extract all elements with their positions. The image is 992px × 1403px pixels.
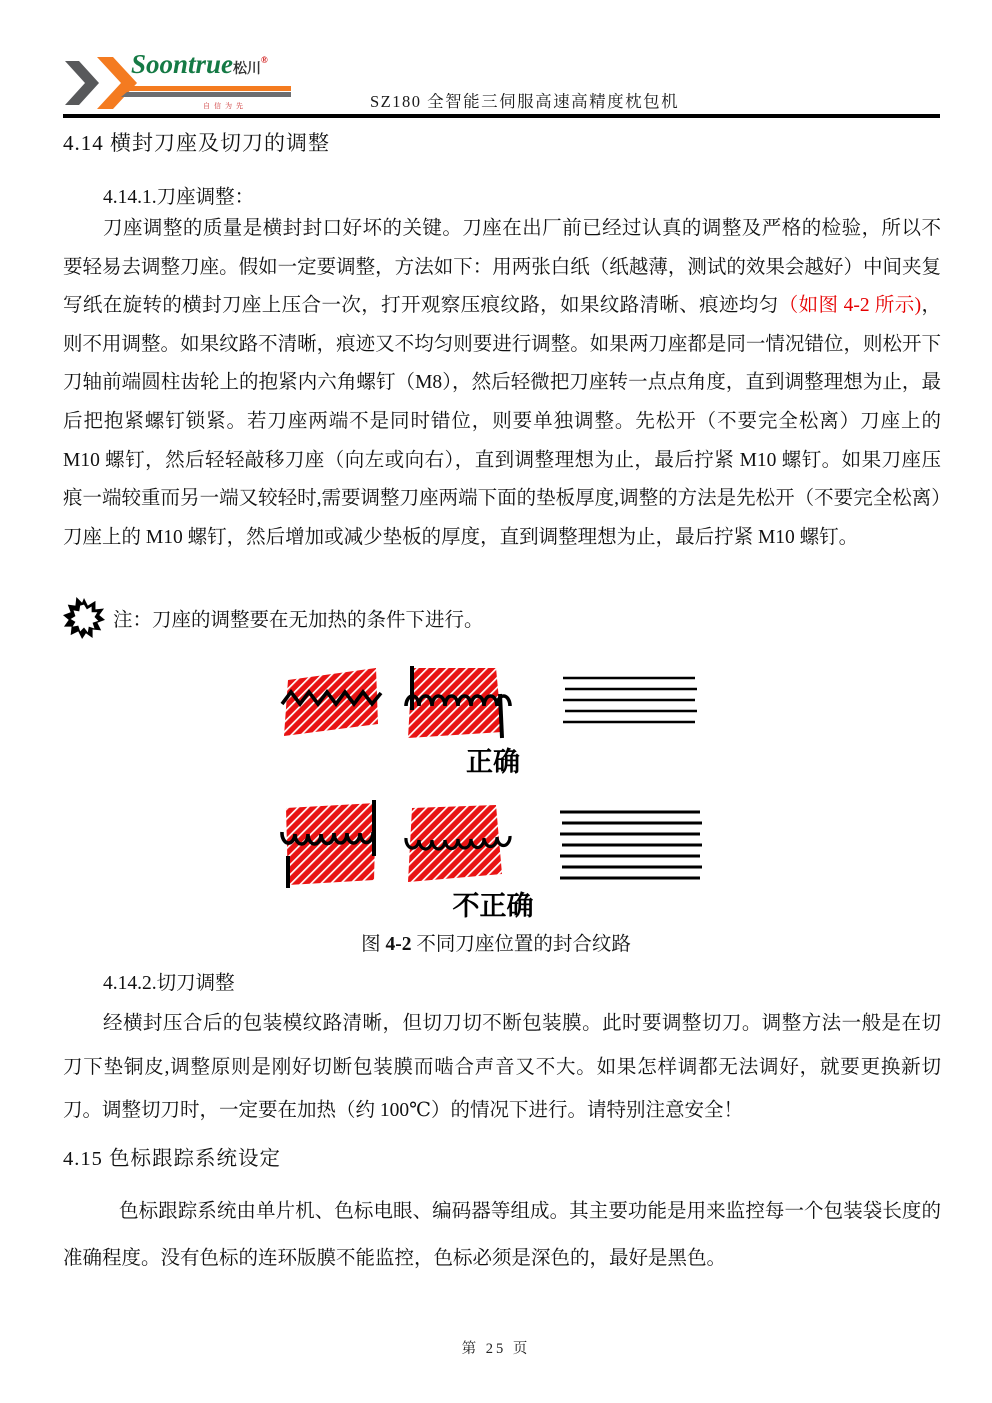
note-text: 注：刀座的调整要在无加热的条件下进行。 (113, 610, 484, 631)
seal-block-correct-right (408, 668, 502, 738)
logo-brand-cn: 松川 (233, 62, 262, 77)
section-414-heading: 4.14 横封刀座及切刀的调整 (63, 131, 330, 155)
section-4142-paragraph: 经横封压合后的包装模纹路清晰，但切刀切不断包装膜。此时要调整切刀。调整方法一般是在切刀下垫铜皮,调整原则是刚好切断包装膜而啮合声音又不大。如果怎样调都无法调好，就要更换新切刀。调整切刀时，一定要在加热（约 100℃）的情况下进行。请特别注意安全！ (63, 1013, 941, 1121)
section-4141-heading: 4.14.1.刀座调整： (103, 187, 255, 208)
figure-label-incorrect: 不正确 (452, 891, 534, 921)
document-title: SZ180 全智能三伺服高速高精度枕包机 (370, 92, 680, 111)
caption-number: 4-2 (385, 934, 412, 955)
soontrue-logo (63, 49, 293, 113)
note-line (63, 597, 941, 639)
edge-bar (500, 694, 502, 738)
page-number: 第 25 页 (461, 1341, 531, 1357)
figure-label-correct: 正确 (466, 747, 520, 777)
para-text-2: ，则不用调整。如果纹路不清晰，痕迹又不均匀则要进行调整。如果两刀座都是同一情况错位，则松开下刀轴前端圆柱齿轮上的抱紧内六角螺钉（M8），然后轻微把刀座转一点点角度，直到调整理想为止，最后把抱紧螺钉锁紧。若刀座两端不是同时错位，则要单独调整。先松开（不要完全松离）刀座上的 M10 螺钉，然后轻轻敲移刀座（向左或向右），直到调整理想为止，最后拧紧 M10 螺钉。如果刀座压痕一端较重而另一端又较轻时,需要调整刀座两端下面的垫板厚度,调整的方法是先松开（不要完全松离）刀座上的 M10 螺钉，然后增加或减少垫板的厚度，直到调整理想为止，最后拧紧 M10 螺钉。 (63, 295, 941, 548)
figure-caption (0, 928, 992, 956)
seal-pattern-correct (563, 678, 697, 722)
logo-registered-mark: ® (261, 55, 268, 65)
caption-prefix: 图 (361, 934, 386, 955)
header-rule (63, 114, 940, 118)
logo-brand-en: Soontrue (131, 49, 234, 79)
section-415-heading: 4.15 色标跟踪系统设定 (63, 1148, 281, 1170)
section-4142-heading: 4.14.2.切刀调整 (103, 973, 235, 994)
logo-slogan: 自信为先 (203, 102, 247, 110)
starburst-icon (63, 597, 105, 639)
seal-block-incorrect-right (408, 805, 502, 882)
para-text-1: 刀座调整的质量是横封封口好坏的关键。刀座在出厂前已经过认真的调整及严格的检验，所以不要轻易去调整刀座。假如一定要调整，方法如下：用两张白纸（纸越薄，测试的效果会越好）中间夹复写纸在旋转的横封刀座上压合一次，打开观察压痕纹路，如果纹路清晰、痕迹均匀 (63, 218, 941, 317)
caption-text: 不同刀座位置的封合纹路 (411, 934, 631, 955)
section-4141-paragraph (63, 210, 941, 557)
seal-pattern-incorrect (560, 812, 702, 878)
section-415-paragraph: 色标跟踪系统由单片机、色标电眼、编码器等组成。其主要功能是用来监控每一个包装袋长度的准确程度。没有色标的连环版膜不能监控，色标必须是深色的，最好是黑色。 (63, 1201, 941, 1269)
logo-brand-text (131, 49, 268, 80)
figure-reference-red: （如图 4-2 所示) (778, 295, 922, 317)
